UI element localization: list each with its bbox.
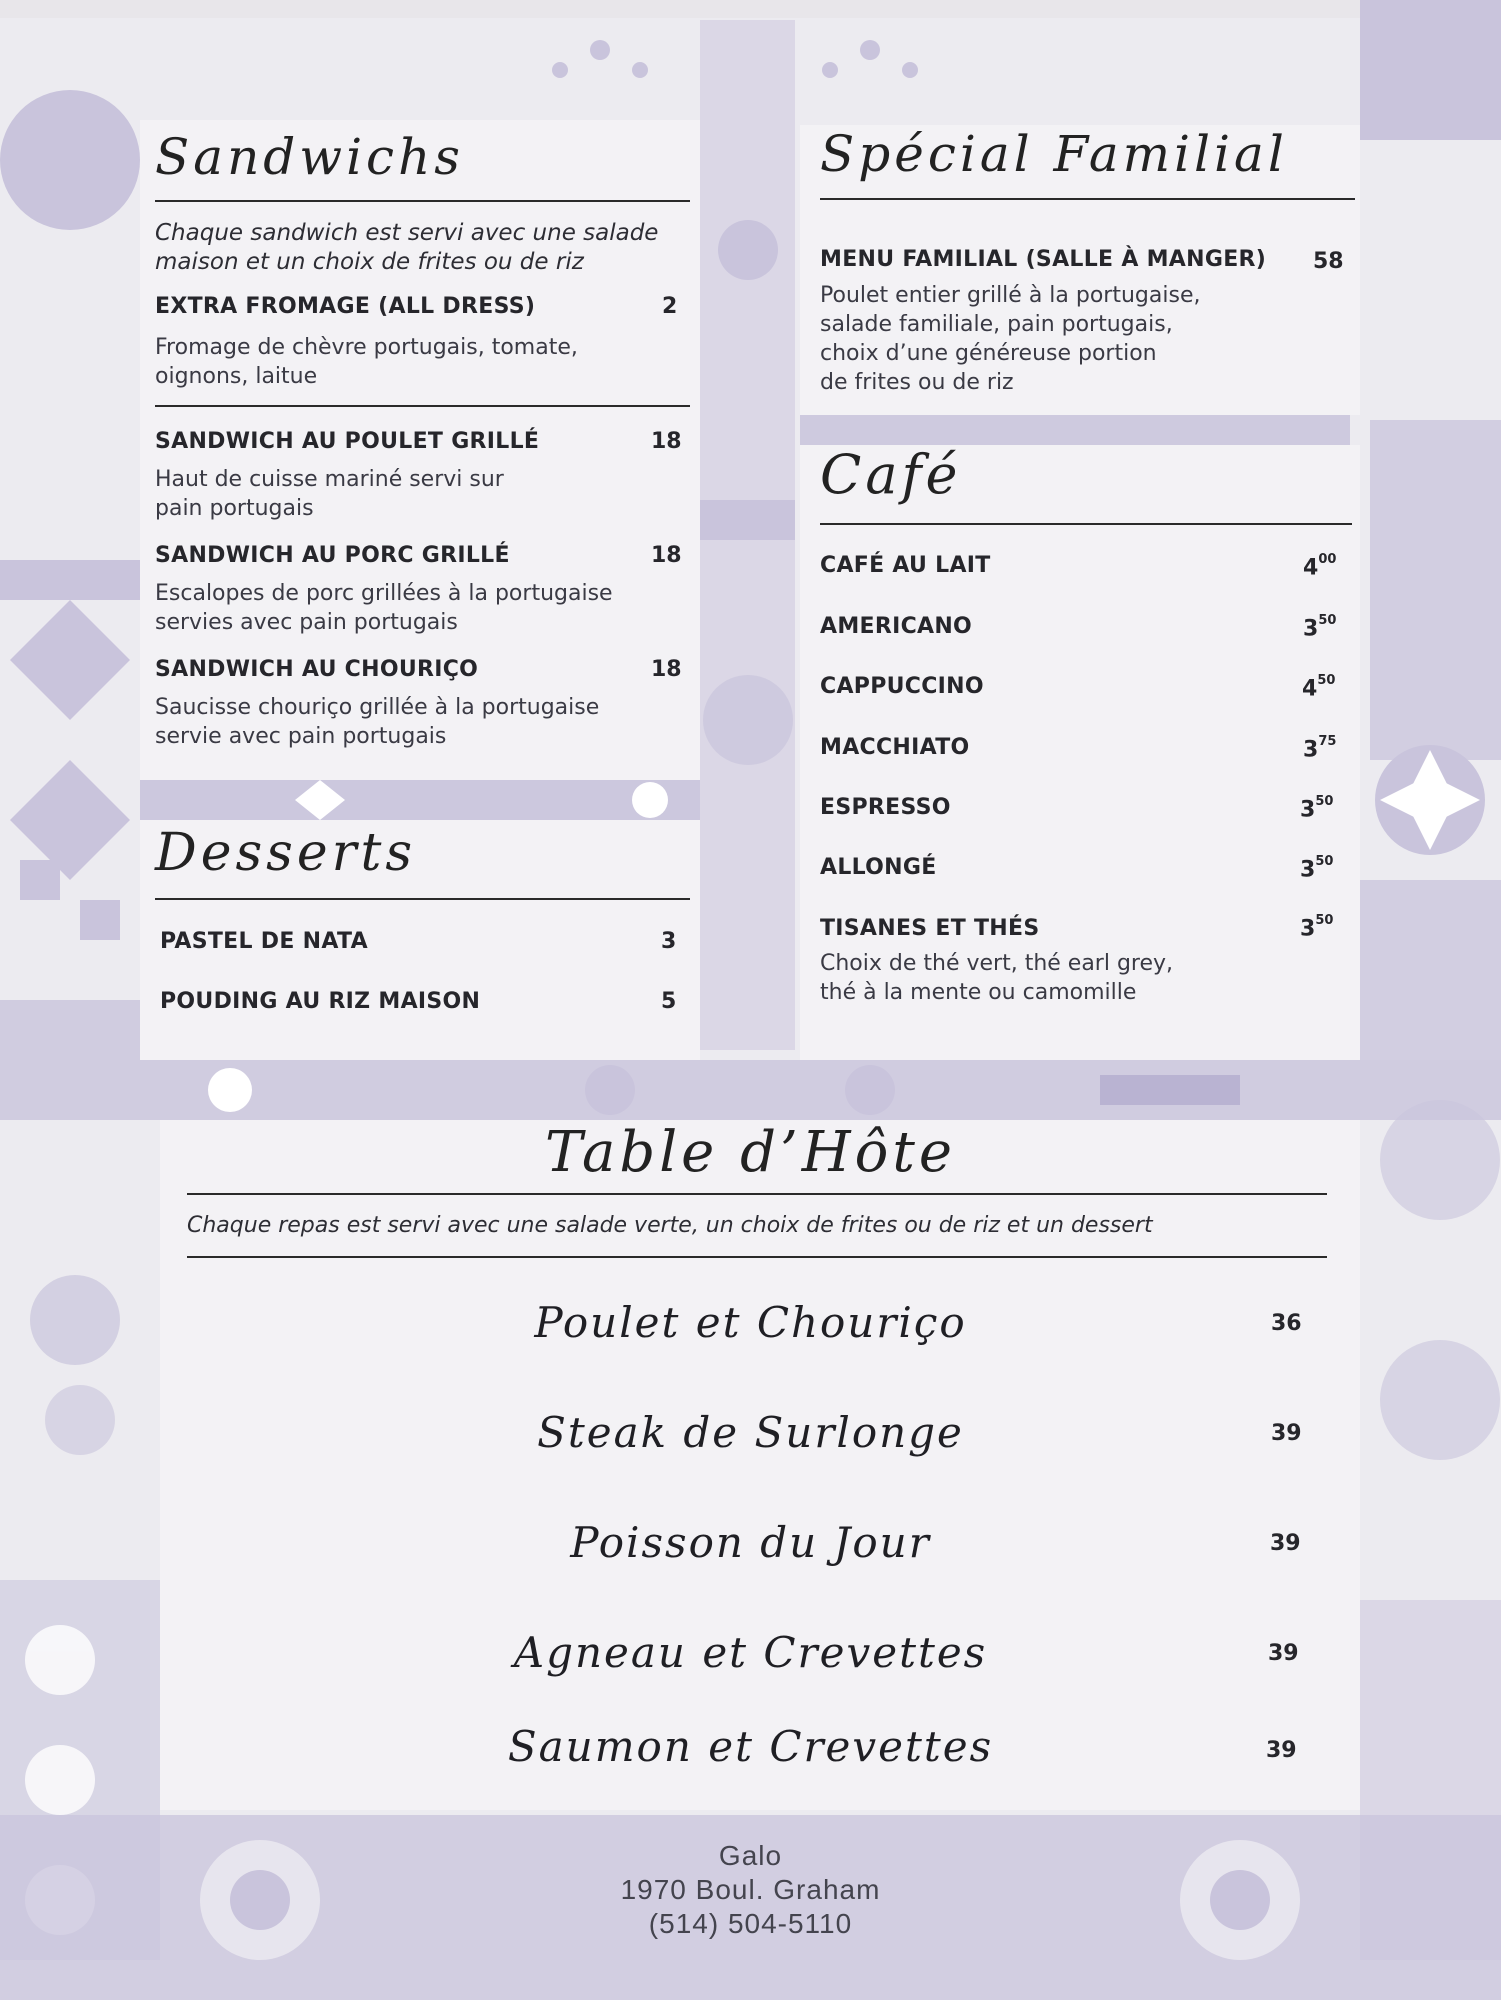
menu-item-name: EXTRA FROMAGE (ALL DRESS)	[155, 294, 536, 319]
price-main: 3	[1300, 797, 1316, 823]
table-hote-heading: Table d’Hôte	[545, 1120, 956, 1185]
sandwichs-note	[155, 219, 658, 277]
menu-item-price	[1302, 673, 1336, 702]
menu-item-price: 3	[661, 929, 677, 954]
menu-item-price: 5	[661, 989, 677, 1014]
menu-item-price	[1303, 552, 1337, 581]
desc-line: Fromage de chèvre portugais, tomate,	[155, 335, 578, 360]
menu-item-name: POUDING AU RIZ MAISON	[160, 989, 481, 1014]
restaurant-name: Galo	[718, 1840, 783, 1871]
table-hote-item-price: 39	[1271, 1421, 1302, 1446]
desc-line: oignons, laitue	[155, 364, 318, 389]
desc-line: pain portugais	[155, 496, 314, 521]
table-hote-rule-top	[187, 1193, 1327, 1195]
menu-item-price	[1303, 613, 1337, 642]
menu-item-price: 58	[1313, 249, 1344, 274]
table-hote-item-name: Steak de Surlonge	[537, 1408, 964, 1457]
desc-line: thé à la mente ou camomille	[820, 980, 1137, 1005]
menu-item-name: ALLONGÉ	[820, 855, 937, 880]
table-hote-item-price: 36	[1271, 1311, 1302, 1336]
desc-line: Escalopes de porc grillées à la portugaise	[155, 581, 613, 606]
table-hote-item-name: Saumon et Crevettes	[507, 1722, 994, 1771]
menu-item-name: CAPPUCCINO	[820, 674, 984, 699]
menu-item-name: MENU FAMILIAL (SALLE À MANGER)	[820, 247, 1267, 272]
sandwichs-rule	[155, 200, 690, 202]
menu-item-name: PASTEL DE NATA	[160, 929, 368, 954]
price-main: 4	[1303, 555, 1319, 581]
table-hote-item-price: 39	[1266, 1738, 1297, 1763]
price-cents: 50	[1315, 913, 1334, 928]
menu-item-description	[820, 949, 1173, 1007]
special-rule	[820, 198, 1355, 200]
table-hote-item-name: Poisson du Jour	[570, 1518, 931, 1567]
price-main: 4	[1302, 676, 1318, 702]
menu-item-price: 18	[651, 657, 682, 682]
desc-line: servie avec pain portugais	[155, 724, 447, 749]
menu-item-name: SANDWICH AU PORC GRILLÉ	[155, 543, 510, 568]
table-hote-rule-bottom	[187, 1256, 1327, 1258]
desserts-heading: Desserts	[155, 823, 417, 883]
menu-item-price: 18	[651, 429, 682, 454]
price-main: 3	[1300, 916, 1316, 942]
menu-item-name: MACCHIATO	[820, 735, 970, 760]
menu-item-price	[1303, 734, 1337, 763]
menu-item-description	[820, 281, 1200, 397]
menu-item-description	[155, 693, 599, 751]
desserts-rule	[155, 898, 690, 900]
menu-item-description	[155, 579, 613, 637]
table-hote-item-price: 39	[1268, 1641, 1299, 1666]
price-cents: 75	[1318, 734, 1337, 749]
price-cents: 50	[1318, 613, 1337, 628]
menu-item-price: 2	[662, 294, 678, 319]
menu-item-name: TISANES ET THÉS	[820, 916, 1040, 941]
price-cents: 00	[1318, 552, 1337, 567]
note-line: Chaque sandwich est servi avec une salade	[155, 220, 659, 246]
menu-item-name: SANDWICH AU CHOURIÇO	[155, 657, 479, 682]
price-cents: 50	[1315, 794, 1334, 809]
price-main: 3	[1303, 737, 1319, 763]
desc-line: Poulet entier grillé à la portugaise,	[820, 283, 1201, 308]
menu-item-description	[155, 465, 504, 523]
menu-item-description	[155, 333, 578, 391]
table-hote-item-name: Poulet et Chouriço	[534, 1298, 967, 1347]
menu-item-name: SANDWICH AU POULET GRILLÉ	[155, 429, 540, 454]
menu-item-name: ESPRESSO	[820, 795, 951, 820]
special-heading: Spécial Familial	[820, 125, 1288, 183]
sandwichs-divider	[155, 405, 690, 407]
note-line: maison et un choix de frites ou de riz	[155, 249, 584, 275]
desc-line: servies avec pain portugais	[155, 610, 458, 635]
menu-item-name: AMERICANO	[820, 614, 973, 639]
sandwichs-heading: Sandwichs	[155, 128, 464, 186]
menu-item-price: 18	[651, 543, 682, 568]
desc-line: choix d’une généreuse portion	[820, 341, 1157, 366]
desc-line: Choix de thé vert, thé earl grey,	[820, 951, 1174, 976]
desc-line: salade familiale, pain portugais,	[820, 312, 1173, 337]
menu-item-name: CAFÉ AU LAIT	[820, 553, 991, 578]
table-hote-note: Chaque repas est servi avec une salade verte, un choix de frites ou de riz et un dessert	[187, 1213, 1153, 1238]
desc-line: de frites ou de riz	[820, 370, 1014, 395]
menu-item-price	[1300, 913, 1334, 942]
restaurant-address: 1970 Boul. Graham	[620, 1874, 881, 1905]
price-main: 3	[1303, 616, 1319, 642]
menu-item-price	[1300, 854, 1334, 883]
cafe-heading: Café	[820, 443, 962, 506]
desc-line: Haut de cuisse mariné servi sur	[155, 467, 504, 492]
table-hote-item-price: 39	[1270, 1531, 1301, 1556]
price-cents: 50	[1315, 854, 1334, 869]
restaurant-phone: (514) 504-5110	[648, 1908, 853, 1939]
menu-item-price	[1300, 794, 1334, 823]
table-hote-item-name: Agneau et Crevettes	[513, 1628, 988, 1677]
price-cents: 50	[1317, 673, 1336, 688]
cafe-rule	[820, 523, 1352, 525]
desc-line: Saucisse chouriço grillée à la portugaise	[155, 695, 600, 720]
price-main: 3	[1300, 857, 1316, 883]
